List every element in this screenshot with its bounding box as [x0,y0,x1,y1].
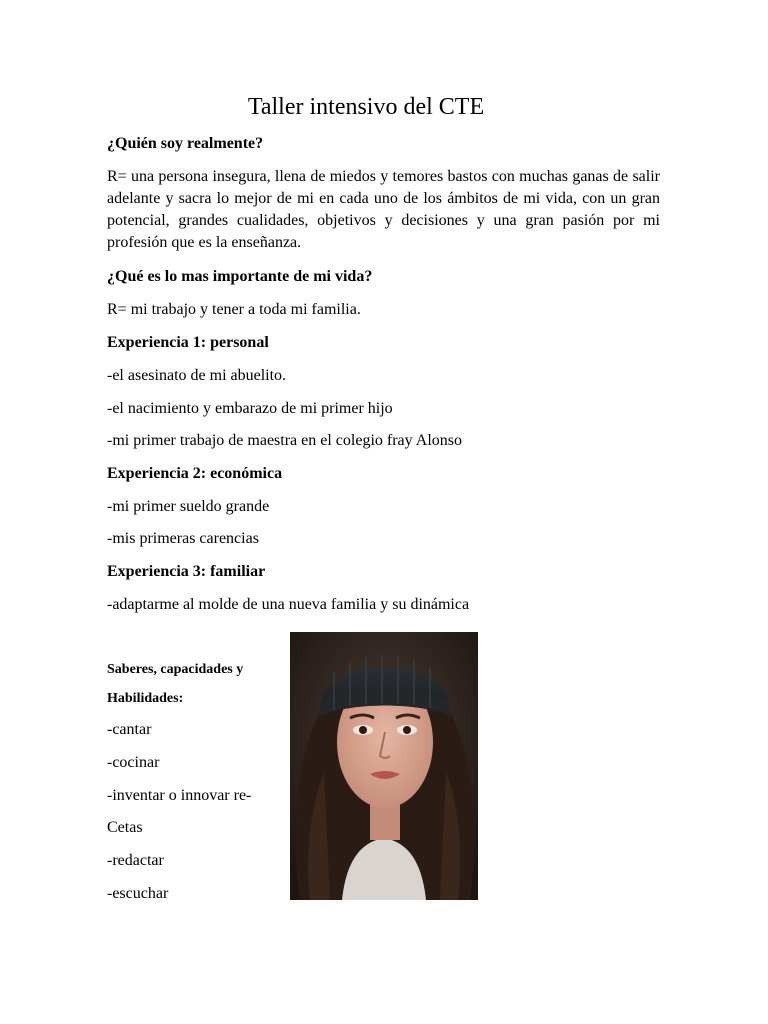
portrait-illustration [290,632,478,900]
skills-heading-line2: Habilidades: [107,691,184,706]
experience-1-item: -el asesinato de mi abuelito. [107,367,287,384]
skill-item: -redactar [107,852,164,869]
question-2: ¿Qué es lo mas importante de mi vida? [107,268,373,285]
answer-1: R= una persona insegura, llena de miedos y temores bastos con muchas ganas de salir adelante y sacra lo mejor de mi en cada uno de los ámbitos de mi vida, con un gran potencial, grandes cualidades, objetivos y decisiones y una gran pasión por mi profesión que es la enseñanza. [107,168,660,251]
experience-2-item: -mi primer sueldo grande [107,498,270,515]
experience-2-heading: Experiencia 2: económica [107,465,283,482]
document-title: Taller intensivo del CTE [247,94,485,120]
question-1: ¿Quién soy realmente? [107,135,264,152]
experience-1-item: -el nacimiento y embarazo de mi primer hijo [107,400,393,417]
skill-item: -cocinar [107,754,160,771]
skill-item: -inventar o innovar re- [107,787,252,804]
skill-item: -cantar [107,721,152,738]
experience-3-heading: Experiencia 3: familiar [107,563,266,580]
experience-2-item: -mis primeras carencias [107,530,259,547]
skill-item: -escuchar [107,885,169,902]
experience-1-item: -mi primer trabajo de maestra en el colegio fray Alonso [107,432,462,449]
answer-2: R= mi trabajo y tener a toda mi familia. [107,301,361,318]
portrait-photo [290,632,478,900]
experience-3-item: -adaptarme al molde de una nueva familia y su dinámica [107,596,470,613]
skills-heading-line1: Saberes, capacidades y [107,662,244,677]
skill-item: Cetas [107,819,143,836]
experience-1-heading: Experiencia 1: personal [107,334,269,351]
